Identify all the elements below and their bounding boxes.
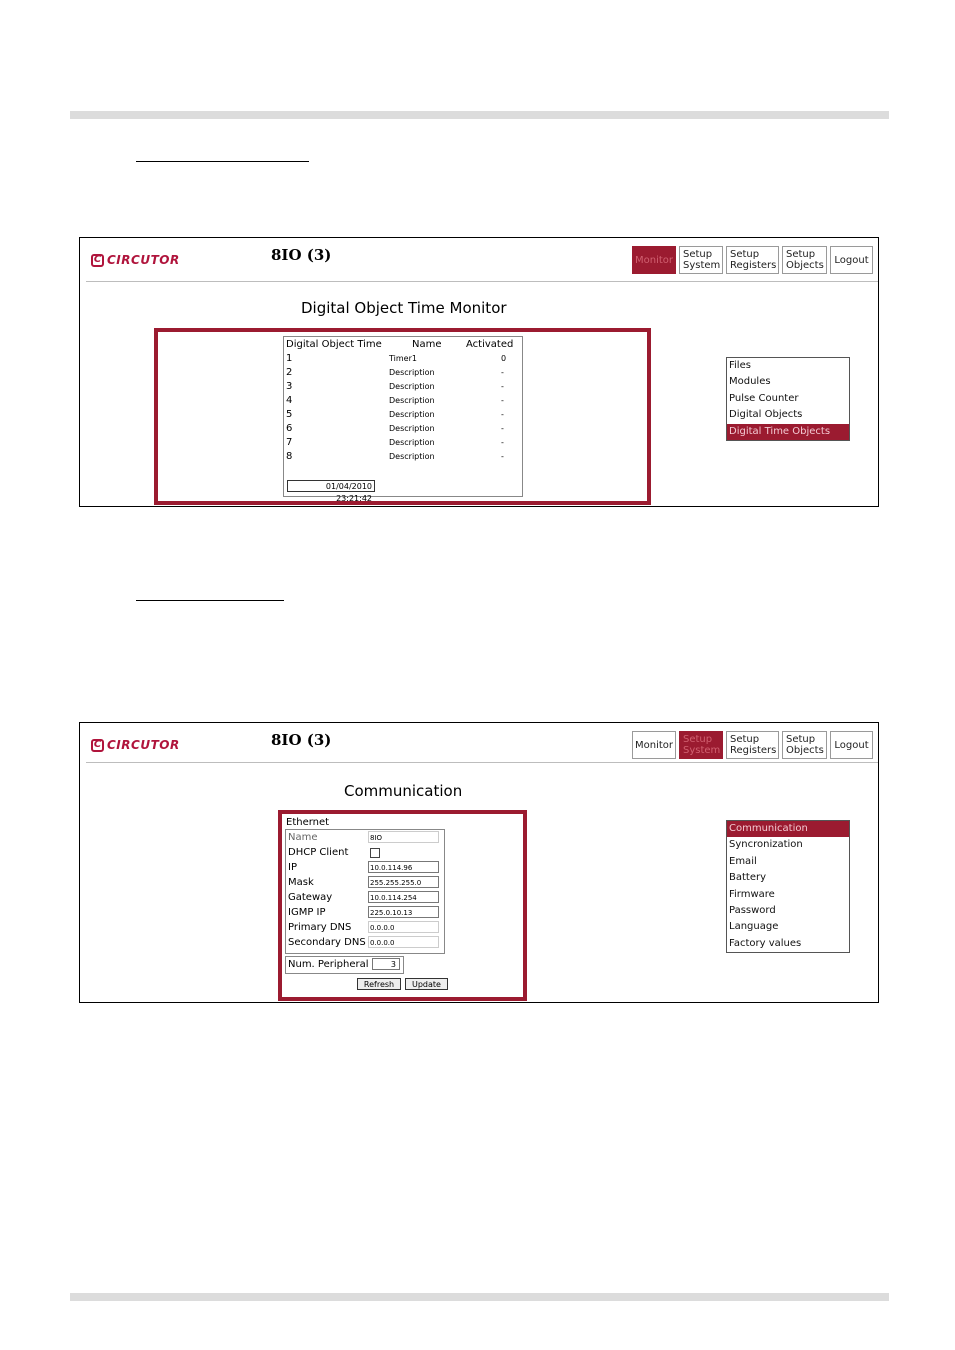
row-number: 4 [286, 395, 293, 406]
dhcp-client-label: DHCP Client [288, 847, 349, 858]
primary-dns-input[interactable]: 0.0.0.0 [368, 921, 439, 933]
section-heading-underline-2 [136, 600, 284, 601]
row-activated: - [501, 382, 504, 391]
nav-setup-system-button[interactable] [679, 731, 723, 759]
nav-logout-label: Logout [834, 254, 869, 266]
datetime-display: 01/04/2010 23:21:42 [287, 480, 375, 492]
nav-monitor-button[interactable] [632, 246, 676, 274]
ip-row [288, 861, 442, 876]
monitor-side-menu [726, 357, 850, 441]
peripheral-fieldset [285, 956, 404, 974]
ethernet-fieldset [285, 829, 445, 954]
top-nav [632, 731, 873, 759]
menu-item-digital-time-objects[interactable]: Digital Time Objects [727, 424, 849, 440]
menu-item-digital-objects[interactable]: Digital Objects [729, 409, 803, 421]
mask-input[interactable]: 255.255.255.0 [368, 876, 439, 888]
nav-setup-system-label-2: System [683, 260, 721, 271]
row-name: Description [389, 452, 435, 461]
table-row [286, 395, 520, 409]
nav-setup-system-label-2: System [683, 745, 721, 756]
row-number: 7 [286, 437, 293, 448]
header-separator [86, 762, 878, 763]
top-nav [632, 246, 873, 274]
page-title: Digital Object Time Monitor [301, 299, 507, 317]
row-activated: - [501, 424, 504, 433]
nav-setup-registers-label-1: Setup [730, 249, 760, 260]
circutor-logo [91, 253, 180, 267]
mask-label: Mask [288, 877, 314, 888]
row-name: Description [389, 396, 435, 405]
menu-item-factory-values[interactable]: Factory values [729, 937, 802, 949]
nav-logout-button[interactable] [830, 731, 873, 759]
nav-setup-objects-label-2: Objects [786, 260, 824, 271]
table-header-digital-object-time: Digital Object Time [286, 339, 382, 350]
circutor-logo-mark: C [91, 254, 104, 267]
nav-setup-objects-label-1: Setup [786, 734, 816, 745]
menu-item-password[interactable]: Password [729, 904, 776, 916]
table-header-name: Name [412, 339, 442, 350]
update-button[interactable]: Update [405, 978, 448, 990]
row-activated: - [501, 396, 504, 405]
communication-frame [278, 810, 527, 1001]
nav-logout-label: Logout [834, 739, 869, 751]
nav-logout-button[interactable] [830, 246, 873, 274]
refresh-button[interactable]: Refresh [357, 978, 401, 990]
row-activated: - [501, 368, 504, 377]
table-row [286, 437, 520, 451]
igmp-ip-row [288, 906, 442, 921]
nav-monitor-label: Monitor [635, 254, 674, 266]
table-header-activated: Activated [466, 339, 514, 350]
gateway-row [288, 891, 442, 906]
ethernet-section-label: Ethernet [286, 817, 330, 828]
table-row [286, 423, 520, 437]
primary-dns-label: Primary DNS [288, 922, 352, 933]
nav-setup-registers-label-2: Registers [730, 745, 777, 756]
row-name: Description [389, 410, 435, 419]
nav-setup-objects-button[interactable] [782, 731, 827, 759]
circutor-logo [91, 738, 180, 752]
nav-setup-system-label-1: Setup [683, 734, 713, 745]
table-row [286, 381, 520, 395]
device-title: 8IO (3) [271, 731, 332, 749]
row-name: Description [389, 368, 435, 377]
device-title: 8IO (3) [271, 246, 332, 264]
screenshot-communication-setup [79, 722, 879, 1003]
row-number: 1 [286, 353, 293, 364]
row-number: 2 [286, 367, 293, 378]
table-row [286, 367, 520, 381]
nav-setup-registers-button[interactable] [726, 731, 779, 759]
row-number: 8 [286, 451, 293, 462]
secondary-dns-label: Secondary DNS [288, 937, 366, 948]
menu-item-communication[interactable]: Communication [727, 821, 849, 837]
mask-row [288, 876, 442, 891]
row-name: Description [389, 382, 435, 391]
name-row [288, 831, 442, 846]
table-row [286, 451, 520, 465]
nav-setup-objects-label-1: Setup [786, 249, 816, 260]
menu-item-battery[interactable]: Battery [729, 872, 767, 884]
gateway-input[interactable]: 10.0.114.254 [368, 891, 439, 903]
section-heading-underline-1 [136, 161, 309, 162]
row-number: 3 [286, 381, 293, 392]
bottom-page-rule [70, 1293, 889, 1301]
nav-setup-objects-button[interactable] [782, 246, 827, 274]
name-label: Name [288, 832, 318, 843]
nav-setup-objects-label-2: Objects [786, 745, 824, 756]
menu-item-files[interactable]: Files [729, 360, 751, 371]
nav-setup-registers-button[interactable] [726, 246, 779, 274]
num-peripheral-label: Num. Peripheral [288, 959, 369, 970]
num-peripheral-input[interactable]: 3 [372, 958, 400, 970]
circutor-logo-mark: C [91, 739, 104, 752]
row-activated: - [501, 410, 504, 419]
row-name: Timer1 [389, 354, 417, 363]
row-activated: 0 [501, 354, 507, 363]
header-separator [86, 281, 878, 282]
menu-item-email[interactable]: Email [729, 855, 757, 867]
secondary-dns-input[interactable]: 0.0.0.0 [368, 936, 439, 948]
ip-label: IP [288, 862, 297, 873]
row-name: Description [389, 424, 435, 433]
row-number: 5 [286, 409, 293, 420]
menu-item-modules[interactable]: Modules [729, 376, 771, 388]
igmp-ip-label: IGMP IP [288, 907, 326, 918]
row-name: Description [389, 438, 435, 447]
nav-monitor-button[interactable] [632, 731, 676, 759]
row-activated: - [501, 438, 504, 447]
top-page-rule [70, 111, 889, 119]
secondary-dns-row [288, 936, 442, 951]
nav-setup-registers-label-2: Registers [730, 260, 777, 271]
setup-side-menu [726, 820, 850, 953]
circutor-logo-text: CIRCUTOR [107, 738, 180, 752]
primary-dns-row [288, 921, 442, 936]
table-row [286, 353, 520, 367]
menu-item-pulse-counter[interactable]: Pulse Counter [729, 392, 799, 404]
nav-setup-system-label-1: Setup [683, 249, 713, 260]
nav-setup-registers-label-1: Setup [730, 734, 760, 745]
table-row [286, 409, 520, 423]
nav-monitor-label: Monitor [635, 739, 674, 751]
igmp-ip-input[interactable]: 225.0.10.13 [368, 906, 439, 918]
circutor-logo-text: CIRCUTOR [107, 253, 180, 267]
page-title: Communication [344, 782, 463, 800]
name-input[interactable]: 8IO [368, 831, 439, 843]
menu-item-firmware[interactable]: Firmware [729, 888, 775, 900]
gateway-label: Gateway [288, 892, 333, 903]
digital-object-time-table [283, 336, 523, 503]
ip-input[interactable]: 10.0.114.96 [368, 861, 439, 873]
menu-item-language[interactable]: Language [729, 921, 779, 933]
row-activated: - [501, 452, 504, 461]
dhcp-client-checkbox[interactable] [370, 848, 380, 858]
row-number: 6 [286, 423, 293, 434]
menu-item-syncronization[interactable]: Syncronization [729, 839, 803, 851]
screenshot-digital-object-time-monitor [79, 237, 879, 507]
nav-setup-system-button[interactable] [679, 246, 723, 274]
dhcp-row [288, 846, 442, 861]
